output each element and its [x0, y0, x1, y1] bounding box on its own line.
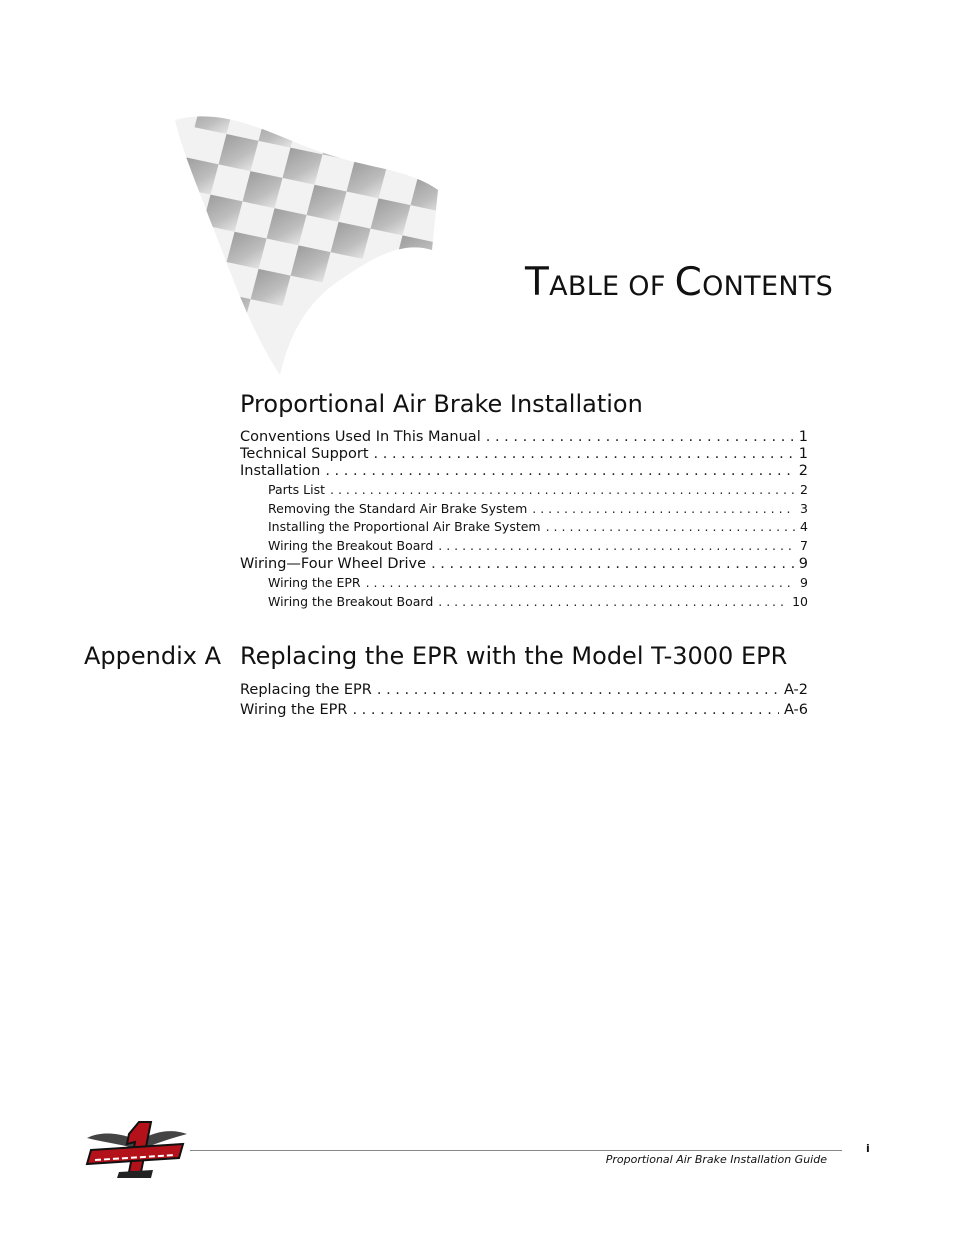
- appendix-heading: Replacing the EPR with the Model T-3000 EPR: [240, 642, 788, 670]
- title-text: ONTENTS: [702, 271, 834, 302]
- dynojet-logo-icon: [83, 1120, 191, 1180]
- toc-subentry[interactable]: Wiring the EPR . . . 9: [240, 574, 808, 593]
- toc-subentry[interactable]: Wiring the Breakout Board . . . 10: [240, 593, 808, 612]
- footer-divider: [190, 1150, 842, 1151]
- title-text: ABLE OF: [549, 271, 675, 302]
- toc-entry[interactable]: Conventions Used In This Manual . . . 1: [240, 429, 808, 446]
- appendix-label: Appendix A: [84, 642, 222, 670]
- toc-entry[interactable]: Replacing the EPR . . . A-2: [240, 680, 808, 700]
- footer-guide-title: Proportional Air Brake Installation Guide: [605, 1153, 827, 1166]
- toc-entry[interactable]: Wiring the EPR . . . A-6: [240, 700, 808, 720]
- appendix-toc-list: [240, 680, 808, 720]
- toc-entry[interactable]: Installation . . . 2: [240, 463, 808, 480]
- chapter-toc-list: [240, 429, 808, 611]
- toc-subentry[interactable]: Installing the Proportional Air Brake System . . . 4: [240, 518, 808, 537]
- toc-subentry[interactable]: Wiring the Breakout Board . . . 7: [240, 537, 808, 556]
- title-initial: C: [674, 260, 703, 305]
- checkered-flag-icon: [170, 100, 440, 380]
- toc-entry[interactable]: Wiring—Four Wheel Drive . . . 9: [240, 556, 808, 573]
- title-initial: T: [525, 260, 550, 305]
- toc-subentry[interactable]: Parts List . . . 2: [240, 481, 808, 500]
- page-number: i: [866, 1142, 870, 1155]
- toc-entry[interactable]: Technical Support . . . 1: [240, 446, 808, 463]
- chapter-heading: Proportional Air Brake Installation: [240, 390, 643, 418]
- toc-subentry[interactable]: Removing the Standard Air Brake System . . . 3: [240, 500, 808, 519]
- page-title: [525, 260, 833, 305]
